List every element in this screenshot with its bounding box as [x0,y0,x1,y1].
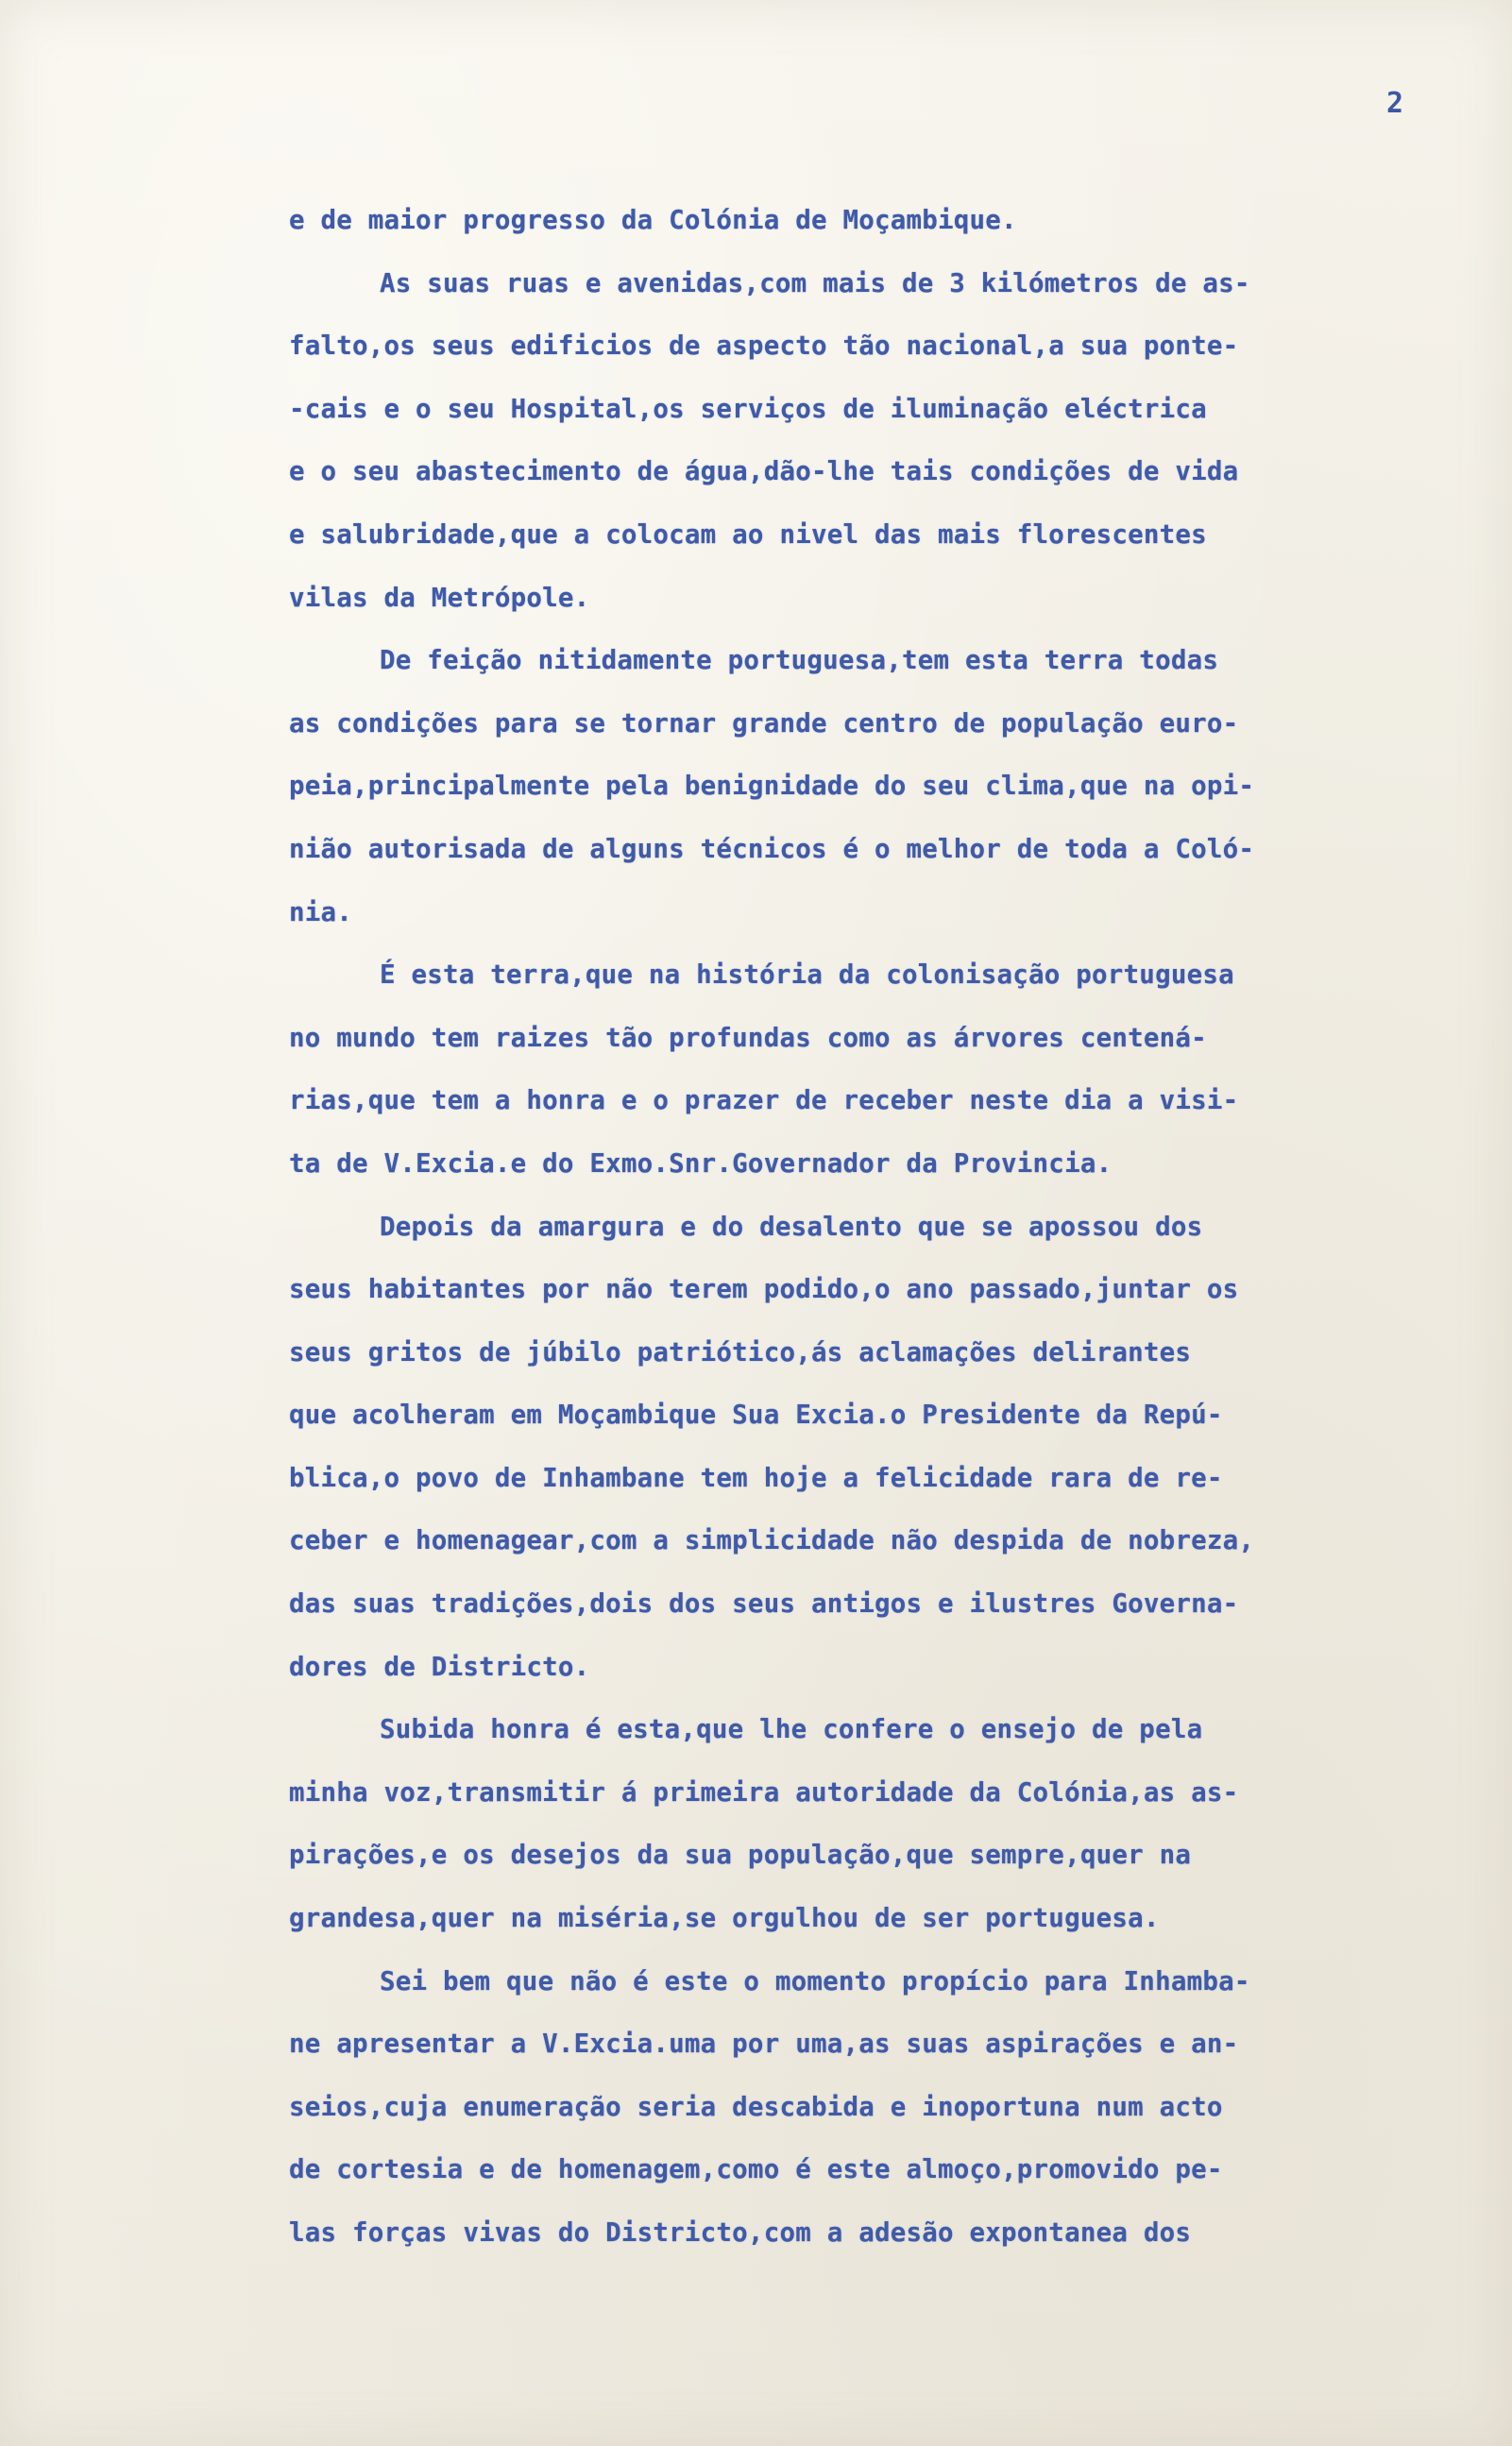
text-line: vilas da Metrópole. [289,582,590,613]
text-line: Subida honra é esta,que lhe confere o ensejo de pela [380,1714,1203,1745]
text-line: dores de Districto. [289,1651,590,1682]
text-line: pirações,e os desejos da sua população,que sempre,quer na [289,1840,1192,1871]
text-line: de cortesia e de homenagem,como é este almoço,promovido pe- [289,2154,1223,2185]
text-line: e o seu abastecimento de água,dão-lhe tais condições de vida [289,456,1239,487]
text-line: nião autorisada de alguns técnicos é o melhor de toda a Coló- [289,833,1255,864]
text-line: las forças vivas do Districto,com a adesão expontanea dos [289,2217,1192,2248]
text-line: e salubridade,que a colocam ao nivel das mais florescentes [289,518,1207,550]
text-line: grandesa,quer na miséria,se orgulhou de ser portuguesa. [289,1903,1160,1934]
text-line: as condições para se tornar grande centro de população euro- [289,707,1239,739]
text-line: rias,que tem a honra e o prazer de receber neste dia a visi- [289,1085,1239,1116]
text-line: das suas tradições,dois dos seus antigos e ilustres Governa- [289,1588,1239,1620]
body-text [289,189,1451,2265]
text-line: minha voz,transmitir á primeira autoridade da Colónia,as as- [289,1776,1239,1808]
text-line: ta de V.Excia.e do Exmo.Snr.Governador da Provincia. [289,1147,1113,1179]
text-line: ceber e homenagear,com a simplicidade não despida de nobreza, [289,1525,1255,1556]
text-line: ne apresentar a V.Excia.uma por uma,as suas aspirações e an- [289,2029,1239,2060]
text-line: É esta terra,que na história da colonisação portuguesa [380,960,1234,991]
text-line: e de maior progresso da Colónia de Moçambique. [289,205,1017,235]
text-line: -cais e o seu Hospital,os serviços de iluminação eléctrica [289,393,1207,424]
text-line: que acolheram em Moçambique Sua Excia.o Presidente da Repú- [289,1400,1223,1431]
text-line: falto,os seus edificios de aspecto tão nacional,a sua ponte- [289,331,1239,362]
text-line: Depois da amargura e do desalento que se apossou dos [380,1211,1203,1242]
text-line: As suas ruas e avenidas,com mais de 3 kilómetros de as- [380,267,1250,298]
text-line: blica,o povo de Inhambane tem hoje a felicidade rara de re- [289,1462,1223,1493]
text-line: nia. [289,896,353,927]
page-number: 2 [1386,87,1404,120]
text-line: peia,principalmente pela benignidade do seu clima,que na opi- [289,771,1255,802]
text-line: seus habitantes por não terem podido,o ano passado,juntar os [289,1274,1239,1305]
text-line: no mundo tem raizes tão profundas como as árvores centená- [289,1022,1207,1053]
text-line: Sei bem que não é este o momento propício para Inhamba- [380,1965,1250,1996]
text-line: seios,cuja enumeração seria descabida e inoportuna num acto [289,2091,1223,2122]
text-line: De feição nitidamente portuguesa,tem esta terra todas [380,645,1219,676]
text-line: seus gritos de júbilo patriótico,ás aclamações delirantes [289,1336,1192,1367]
